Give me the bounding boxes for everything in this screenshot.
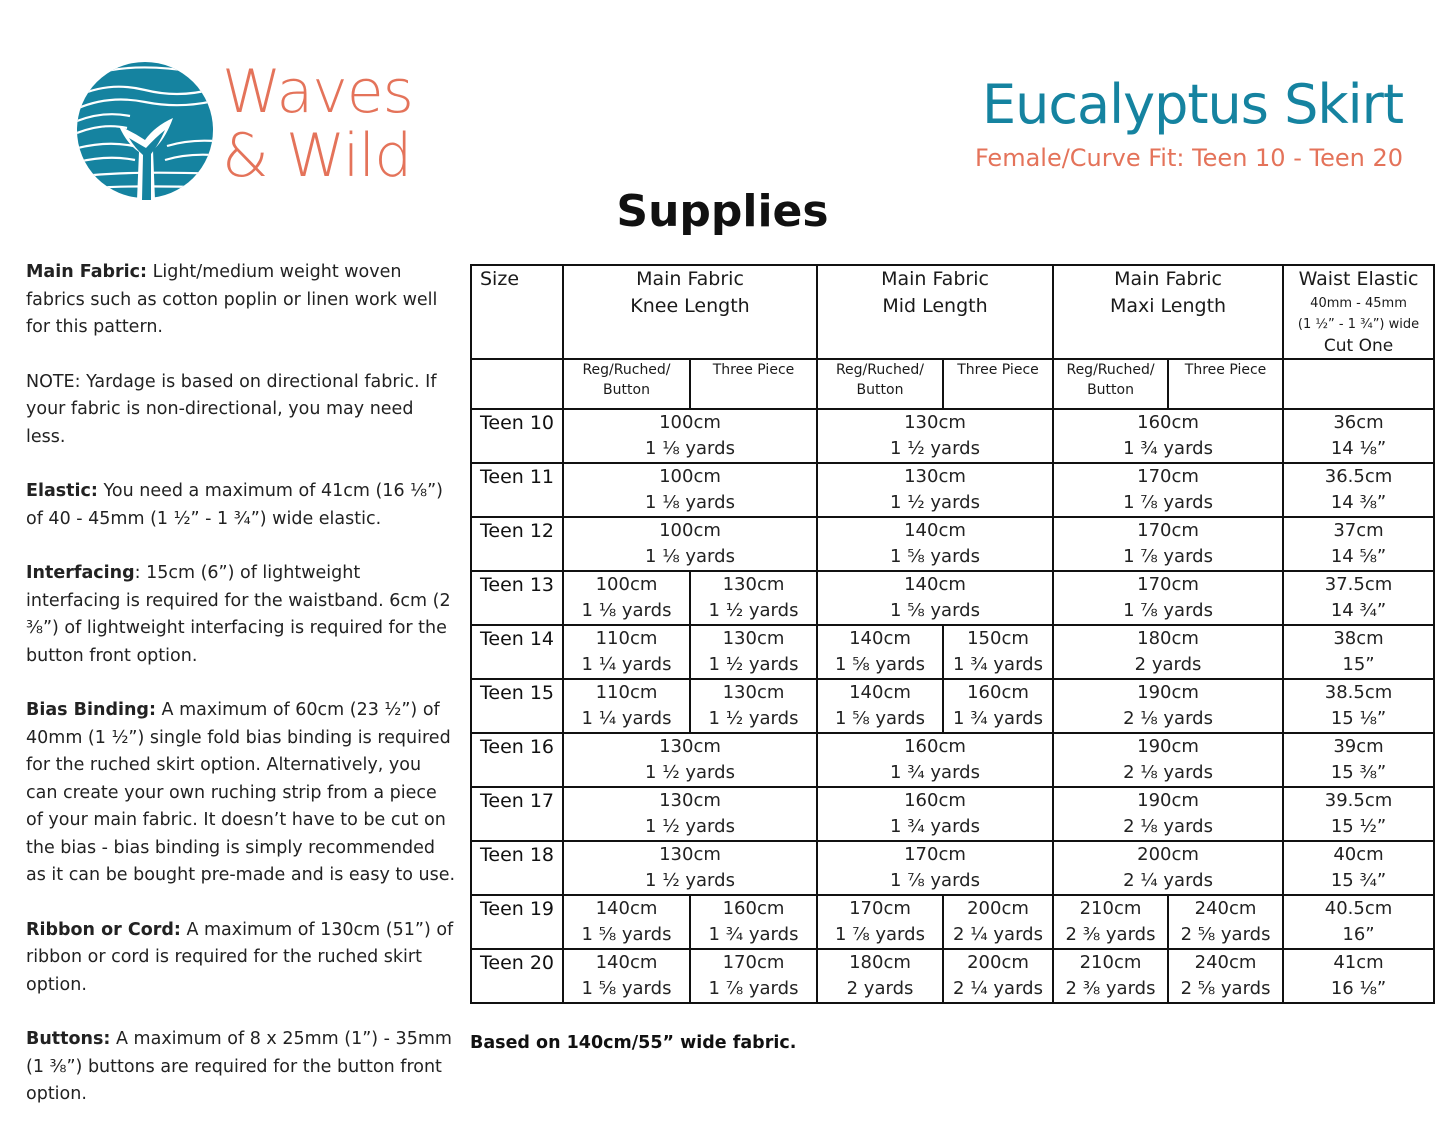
header-elastic bbox=[1283, 265, 1434, 359]
metric-amount: 100cm bbox=[595, 574, 658, 595]
elastic-imperial: 14 ⅝” bbox=[1330, 546, 1387, 567]
mid-length-cell bbox=[817, 733, 1053, 787]
header-knee-line-1: Main Fabric bbox=[636, 268, 744, 290]
mid-length-cell bbox=[817, 841, 1053, 895]
elastic-cell bbox=[1283, 949, 1434, 1003]
elastic-cell bbox=[1283, 409, 1434, 463]
table-row bbox=[471, 679, 1434, 733]
subheader-reg-line-2: Button bbox=[1087, 382, 1134, 398]
elastic-text: You need a maximum of 41cm (16 ⅛”) of 40 - 45mm (1 ½” - 1 ¾”) wide elastic. bbox=[26, 481, 443, 529]
imperial-amount: 1 ¾ yards bbox=[890, 816, 980, 837]
elastic-imperial: 14 ⅛” bbox=[1330, 438, 1387, 459]
metric-amount: 170cm bbox=[1137, 466, 1199, 487]
brand-name bbox=[222, 57, 413, 191]
pattern-title: Eucalyptus Skirt bbox=[982, 73, 1403, 136]
imperial-amount: 1 ⅞ yards bbox=[1123, 600, 1213, 621]
imperial-amount: 1 ¾ yards bbox=[953, 654, 1043, 675]
imperial-amount: 1 ¾ yards bbox=[708, 924, 799, 945]
imperial-amount: 1 ¾ yards bbox=[1123, 438, 1213, 459]
knee-length-cell bbox=[563, 841, 817, 895]
brand-line-2: & Wild bbox=[222, 121, 412, 191]
elastic-cell bbox=[1283, 571, 1434, 625]
table-header-row bbox=[471, 265, 1434, 359]
imperial-amount: 2 ⅝ yards bbox=[1180, 924, 1271, 945]
elastic-cell bbox=[1283, 733, 1434, 787]
ribbon-text: A maximum of 130cm (51”) of ribbon or cord is required for the ruched skirt option. bbox=[26, 919, 454, 995]
header-elastic-line-1: Waist Elastic bbox=[1298, 268, 1419, 290]
metric-amount: 190cm bbox=[1137, 682, 1199, 703]
mid-length-cell bbox=[817, 517, 1053, 571]
mid-length-cell bbox=[943, 895, 1053, 949]
subheader-reg-line-2: Button bbox=[603, 382, 650, 398]
metric-amount: 110cm bbox=[595, 682, 658, 703]
metric-amount: 160cm bbox=[904, 790, 966, 811]
subheader-maxi-three: Three Piece bbox=[1168, 359, 1283, 409]
imperial-amount: 1 ⅞ yards bbox=[1123, 546, 1213, 567]
metric-amount: 140cm bbox=[595, 898, 658, 919]
table-row bbox=[471, 733, 1434, 787]
elastic-imperial: 16” bbox=[1342, 924, 1375, 945]
maxi-length-cell bbox=[1168, 895, 1283, 949]
elastic-imperial: 14 ¾” bbox=[1330, 600, 1387, 621]
metric-amount: 140cm bbox=[849, 682, 911, 703]
mid-length-cell bbox=[943, 679, 1053, 733]
elastic-imperial: 15 ¾” bbox=[1330, 870, 1387, 891]
imperial-amount: 1 ¼ yards bbox=[581, 654, 672, 675]
imperial-amount: 1 ¼ yards bbox=[581, 708, 672, 729]
elastic-cell bbox=[1283, 463, 1434, 517]
header-maxi bbox=[1053, 265, 1283, 359]
subheader-knee-three: Three Piece bbox=[690, 359, 817, 409]
imperial-amount: 2 ⅛ yards bbox=[1123, 816, 1213, 837]
maxi-length-cell bbox=[1168, 949, 1283, 1003]
mid-length-cell bbox=[943, 949, 1053, 1003]
knee-length-cell bbox=[563, 463, 817, 517]
mid-length-cell bbox=[817, 463, 1053, 517]
table-row bbox=[471, 895, 1434, 949]
metric-amount: 170cm bbox=[1137, 520, 1199, 541]
imperial-amount: 2 ¼ yards bbox=[953, 924, 1043, 945]
imperial-amount: 1 ⅞ yards bbox=[1123, 492, 1213, 513]
elastic-metric: 36.5cm bbox=[1324, 466, 1393, 487]
elastic-imperial: 15 ⅜” bbox=[1330, 762, 1387, 783]
size-cell: Teen 17 bbox=[471, 787, 563, 841]
size-cell: Teen 10 bbox=[471, 409, 563, 463]
imperial-amount: 1 ½ yards bbox=[708, 708, 799, 729]
main-fabric-label: Main Fabric: bbox=[26, 262, 148, 282]
knee-length-cell bbox=[563, 787, 817, 841]
imperial-amount: 2 yards bbox=[1134, 654, 1202, 675]
waves-and-wild-logo bbox=[75, 60, 215, 200]
interfacing-label: Interfacing bbox=[26, 563, 135, 583]
maxi-length-cell bbox=[1053, 949, 1168, 1003]
table-subheader-row bbox=[471, 359, 1434, 409]
table-row bbox=[471, 949, 1434, 1003]
imperial-amount: 2 ¼ yards bbox=[1123, 870, 1213, 891]
metric-amount: 210cm bbox=[1079, 952, 1142, 973]
header-size: Size bbox=[471, 265, 563, 359]
ribbon-label: Ribbon or Cord: bbox=[26, 919, 181, 940]
subheader-reg-line-1: Reg/Ruched/ bbox=[1066, 362, 1155, 378]
metric-amount: 190cm bbox=[1137, 790, 1199, 811]
elastic-metric: 37.5cm bbox=[1324, 574, 1393, 595]
elastic-imperial: 15 ⅛” bbox=[1330, 708, 1387, 729]
header-mid-line-1: Main Fabric bbox=[881, 268, 989, 290]
elastic-imperial: 16 ⅛” bbox=[1330, 978, 1387, 999]
elastic-metric: 38cm bbox=[1333, 628, 1384, 649]
imperial-amount: 1 ½ yards bbox=[890, 438, 980, 459]
elastic-label: Elastic: bbox=[26, 481, 98, 501]
buttons-text: A maximum of 8 x 25mm (1”) - 35mm (1 ⅜”) buttons are required for the button front option. bbox=[26, 1029, 452, 1104]
table-row bbox=[471, 841, 1434, 895]
main-fabric-text: Light/medium weight woven fabrics such as cotton poplin or linen work well for this pattern. bbox=[26, 262, 438, 337]
metric-amount: 210cm bbox=[1079, 898, 1142, 919]
knee-length-cell bbox=[563, 625, 690, 679]
elastic-imperial: 14 ⅜” bbox=[1330, 492, 1387, 513]
size-cell: Teen 13 bbox=[471, 571, 563, 625]
table-row bbox=[471, 463, 1434, 517]
maxi-length-cell bbox=[1053, 841, 1283, 895]
page-title: Supplies bbox=[616, 186, 829, 237]
elastic-note bbox=[26, 478, 456, 533]
imperial-amount: 1 ½ yards bbox=[890, 492, 980, 513]
maxi-length-cell bbox=[1053, 787, 1283, 841]
imperial-amount: 1 ¾ yards bbox=[890, 762, 980, 783]
metric-amount: 170cm bbox=[1137, 574, 1199, 595]
size-cell: Teen 11 bbox=[471, 463, 563, 517]
buttons-label: Buttons: bbox=[26, 1029, 111, 1049]
imperial-amount: 1 ⅝ yards bbox=[890, 600, 980, 621]
brand-line-1: Waves bbox=[222, 57, 413, 127]
fabric-width-footnote: Based on 140cm/55” wide fabric. bbox=[470, 1033, 797, 1053]
metric-amount: 190cm bbox=[1137, 736, 1199, 757]
knee-length-cell bbox=[563, 409, 817, 463]
imperial-amount: 1 ⅞ yards bbox=[890, 870, 980, 891]
header-mid bbox=[817, 265, 1053, 359]
metric-amount: 200cm bbox=[967, 898, 1029, 919]
metric-amount: 130cm bbox=[722, 682, 785, 703]
size-cell: Teen 16 bbox=[471, 733, 563, 787]
size-cell: Teen 19 bbox=[471, 895, 563, 949]
imperial-amount: 1 ⅝ yards bbox=[890, 546, 980, 567]
imperial-amount: 1 ½ yards bbox=[645, 762, 735, 783]
elastic-metric: 41cm bbox=[1333, 952, 1384, 973]
table-row bbox=[471, 409, 1434, 463]
header-elastic-line-3: (1 ½” - 1 ¾”) wide bbox=[1297, 317, 1420, 332]
size-cell: Teen 20 bbox=[471, 949, 563, 1003]
elastic-cell bbox=[1283, 895, 1434, 949]
maxi-length-cell bbox=[1053, 409, 1283, 463]
maxi-length-cell bbox=[1053, 733, 1283, 787]
metric-amount: 170cm bbox=[849, 898, 911, 919]
header-maxi-line-2: Maxi Length bbox=[1109, 295, 1227, 317]
metric-amount: 160cm bbox=[967, 682, 1029, 703]
mid-length-cell bbox=[817, 895, 943, 949]
header-knee bbox=[563, 265, 817, 359]
knee-length-cell bbox=[690, 625, 817, 679]
subheader-reg-line-2: Button bbox=[856, 382, 904, 398]
header-mid-line-2: Mid Length bbox=[882, 295, 988, 317]
elastic-metric: 39cm bbox=[1333, 736, 1384, 757]
imperial-amount: 1 ⅛ yards bbox=[645, 546, 735, 567]
metric-amount: 170cm bbox=[722, 952, 785, 973]
metric-amount: 180cm bbox=[849, 952, 911, 973]
maxi-length-cell bbox=[1053, 463, 1283, 517]
main-fabric-note bbox=[26, 259, 456, 342]
size-cell: Teen 14 bbox=[471, 625, 563, 679]
imperial-amount: 2 ⅜ yards bbox=[1065, 978, 1156, 999]
imperial-amount: 1 ½ yards bbox=[708, 600, 799, 621]
supplies-notes bbox=[26, 259, 456, 1136]
ribbon-note bbox=[26, 917, 456, 1000]
imperial-amount: 1 ½ yards bbox=[645, 870, 735, 891]
knee-length-cell bbox=[690, 895, 817, 949]
elastic-cell bbox=[1283, 517, 1434, 571]
imperial-amount: 2 ⅛ yards bbox=[1123, 708, 1213, 729]
mid-length-cell bbox=[817, 625, 943, 679]
metric-amount: 130cm bbox=[722, 628, 785, 649]
imperial-amount: 1 ⅝ yards bbox=[835, 654, 925, 675]
metric-amount: 100cm bbox=[659, 520, 721, 541]
size-cell: Teen 12 bbox=[471, 517, 563, 571]
elastic-metric: 36cm bbox=[1333, 412, 1384, 433]
mid-length-cell bbox=[817, 787, 1053, 841]
maxi-length-cell bbox=[1053, 625, 1283, 679]
metric-amount: 240cm bbox=[1194, 952, 1257, 973]
metric-amount: 130cm bbox=[659, 844, 721, 865]
subheader-maxi-reg bbox=[1053, 359, 1168, 409]
mid-length-cell bbox=[817, 571, 1053, 625]
elastic-cell bbox=[1283, 679, 1434, 733]
table-row bbox=[471, 517, 1434, 571]
knee-length-cell bbox=[563, 571, 690, 625]
imperial-amount: 2 ⅝ yards bbox=[1180, 978, 1271, 999]
mid-length-cell bbox=[817, 679, 943, 733]
elastic-metric: 37cm bbox=[1333, 520, 1384, 541]
table-row bbox=[471, 787, 1434, 841]
bias-binding-text: A maximum of 60cm (23 ½”) of 40mm (1 ½”) single fold bias binding is required for the ruched skirt option. Alternatively, you can create your own ruching strip from a piece of your main fabric. It doesn’t have to be cut on the bias - bias binding is simply recommended as it can be bought pre-made and is easy to use. bbox=[26, 700, 456, 885]
elastic-metric: 40cm bbox=[1333, 844, 1384, 865]
imperial-amount: 1 ¾ yards bbox=[953, 708, 1043, 729]
header-elastic-line-2: 40mm - 45mm bbox=[1310, 296, 1407, 311]
table-row bbox=[471, 625, 1434, 679]
knee-length-cell bbox=[690, 571, 817, 625]
maxi-length-cell bbox=[1053, 571, 1283, 625]
metric-amount: 140cm bbox=[904, 520, 966, 541]
supplies-table bbox=[470, 264, 1435, 1004]
header-elastic-line-4: Cut One bbox=[1323, 336, 1394, 356]
metric-amount: 240cm bbox=[1194, 898, 1257, 919]
mid-length-cell bbox=[943, 625, 1053, 679]
imperial-amount: 1 ½ yards bbox=[708, 654, 799, 675]
pattern-subtitle: Female/Curve Fit: Teen 10 - Teen 20 bbox=[974, 144, 1403, 172]
metric-amount: 130cm bbox=[659, 736, 721, 757]
subheader-empty bbox=[471, 359, 563, 409]
subheader-knee-reg bbox=[563, 359, 690, 409]
table-row bbox=[471, 571, 1434, 625]
table-body bbox=[471, 409, 1434, 1003]
elastic-metric: 40.5cm bbox=[1324, 898, 1393, 919]
metric-amount: 180cm bbox=[1137, 628, 1199, 649]
knee-length-cell bbox=[563, 895, 690, 949]
imperial-amount: 2 ⅜ yards bbox=[1065, 924, 1156, 945]
metric-amount: 200cm bbox=[1137, 844, 1199, 865]
metric-amount: 140cm bbox=[595, 952, 658, 973]
metric-amount: 160cm bbox=[722, 898, 785, 919]
elastic-cell bbox=[1283, 787, 1434, 841]
imperial-amount: 2 ⅛ yards bbox=[1123, 762, 1213, 783]
size-cell: Teen 15 bbox=[471, 679, 563, 733]
imperial-amount: 1 ⅞ yards bbox=[708, 978, 799, 999]
imperial-amount: 1 ½ yards bbox=[645, 816, 735, 837]
interfacing-note bbox=[26, 560, 456, 670]
imperial-amount: 1 ⅛ yards bbox=[645, 438, 735, 459]
knee-length-cell bbox=[563, 517, 817, 571]
subheader-reg-line-1: Reg/Ruched/ bbox=[835, 362, 925, 378]
buttons-note bbox=[26, 1026, 456, 1109]
metric-amount: 170cm bbox=[904, 844, 966, 865]
mid-length-cell bbox=[817, 409, 1053, 463]
maxi-length-cell bbox=[1053, 517, 1283, 571]
knee-length-cell bbox=[563, 733, 817, 787]
knee-length-cell bbox=[690, 949, 817, 1003]
knee-length-cell bbox=[690, 679, 817, 733]
imperial-amount: 2 ¼ yards bbox=[953, 978, 1043, 999]
bias-binding-label: Bias Binding: bbox=[26, 700, 156, 720]
imperial-amount: 1 ⅛ yards bbox=[645, 492, 735, 513]
imperial-amount: 1 ⅝ yards bbox=[581, 978, 672, 999]
subheader-reg-line-1: Reg/Ruched/ bbox=[582, 362, 671, 378]
maxi-length-cell bbox=[1053, 679, 1283, 733]
elastic-imperial: 15 ½” bbox=[1330, 816, 1387, 837]
size-cell: Teen 18 bbox=[471, 841, 563, 895]
knee-length-cell bbox=[563, 679, 690, 733]
imperial-amount: 1 ⅝ yards bbox=[581, 924, 672, 945]
imperial-amount: 1 ⅞ yards bbox=[835, 924, 925, 945]
metric-amount: 130cm bbox=[722, 574, 785, 595]
maxi-length-cell bbox=[1053, 895, 1168, 949]
directional-note: NOTE: Yardage is based on directional fabric. If your fabric is non-directional, you may need less. bbox=[26, 371, 437, 447]
subheader-mid-three: Three Piece bbox=[943, 359, 1053, 409]
imperial-amount: 2 yards bbox=[846, 978, 914, 999]
imperial-amount: 1 ⅛ yards bbox=[581, 600, 672, 621]
interfacing-text: : 15cm (6”) of lightweight interfacing is required for the waistband. 6cm (2 ⅜”) of lightweight interfacing is required for the button front option. bbox=[26, 563, 451, 666]
elastic-cell bbox=[1283, 625, 1434, 679]
subheader-mid-reg bbox=[817, 359, 943, 409]
header-maxi-line-1: Main Fabric bbox=[1114, 268, 1222, 290]
elastic-imperial: 15” bbox=[1342, 654, 1375, 675]
elastic-metric: 39.5cm bbox=[1324, 790, 1393, 811]
metric-amount: 100cm bbox=[659, 412, 721, 433]
elastic-cell bbox=[1283, 841, 1434, 895]
mid-length-cell bbox=[817, 949, 943, 1003]
metric-amount: 130cm bbox=[904, 412, 966, 433]
metric-amount: 130cm bbox=[904, 466, 966, 487]
header-knee-line-2: Knee Length bbox=[630, 295, 750, 317]
metric-amount: 140cm bbox=[904, 574, 966, 595]
elastic-metric: 38.5cm bbox=[1324, 682, 1393, 703]
metric-amount: 160cm bbox=[904, 736, 966, 757]
metric-amount: 110cm bbox=[595, 628, 658, 649]
subheader-elastic-empty bbox=[1283, 359, 1434, 409]
metric-amount: 200cm bbox=[967, 952, 1029, 973]
imperial-amount: 1 ⅝ yards bbox=[835, 708, 925, 729]
metric-amount: 150cm bbox=[967, 628, 1029, 649]
knee-length-cell bbox=[563, 949, 690, 1003]
metric-amount: 140cm bbox=[849, 628, 911, 649]
bias-binding-note bbox=[26, 697, 456, 890]
metric-amount: 160cm bbox=[1137, 412, 1199, 433]
metric-amount: 100cm bbox=[659, 466, 721, 487]
metric-amount: 130cm bbox=[659, 790, 721, 811]
